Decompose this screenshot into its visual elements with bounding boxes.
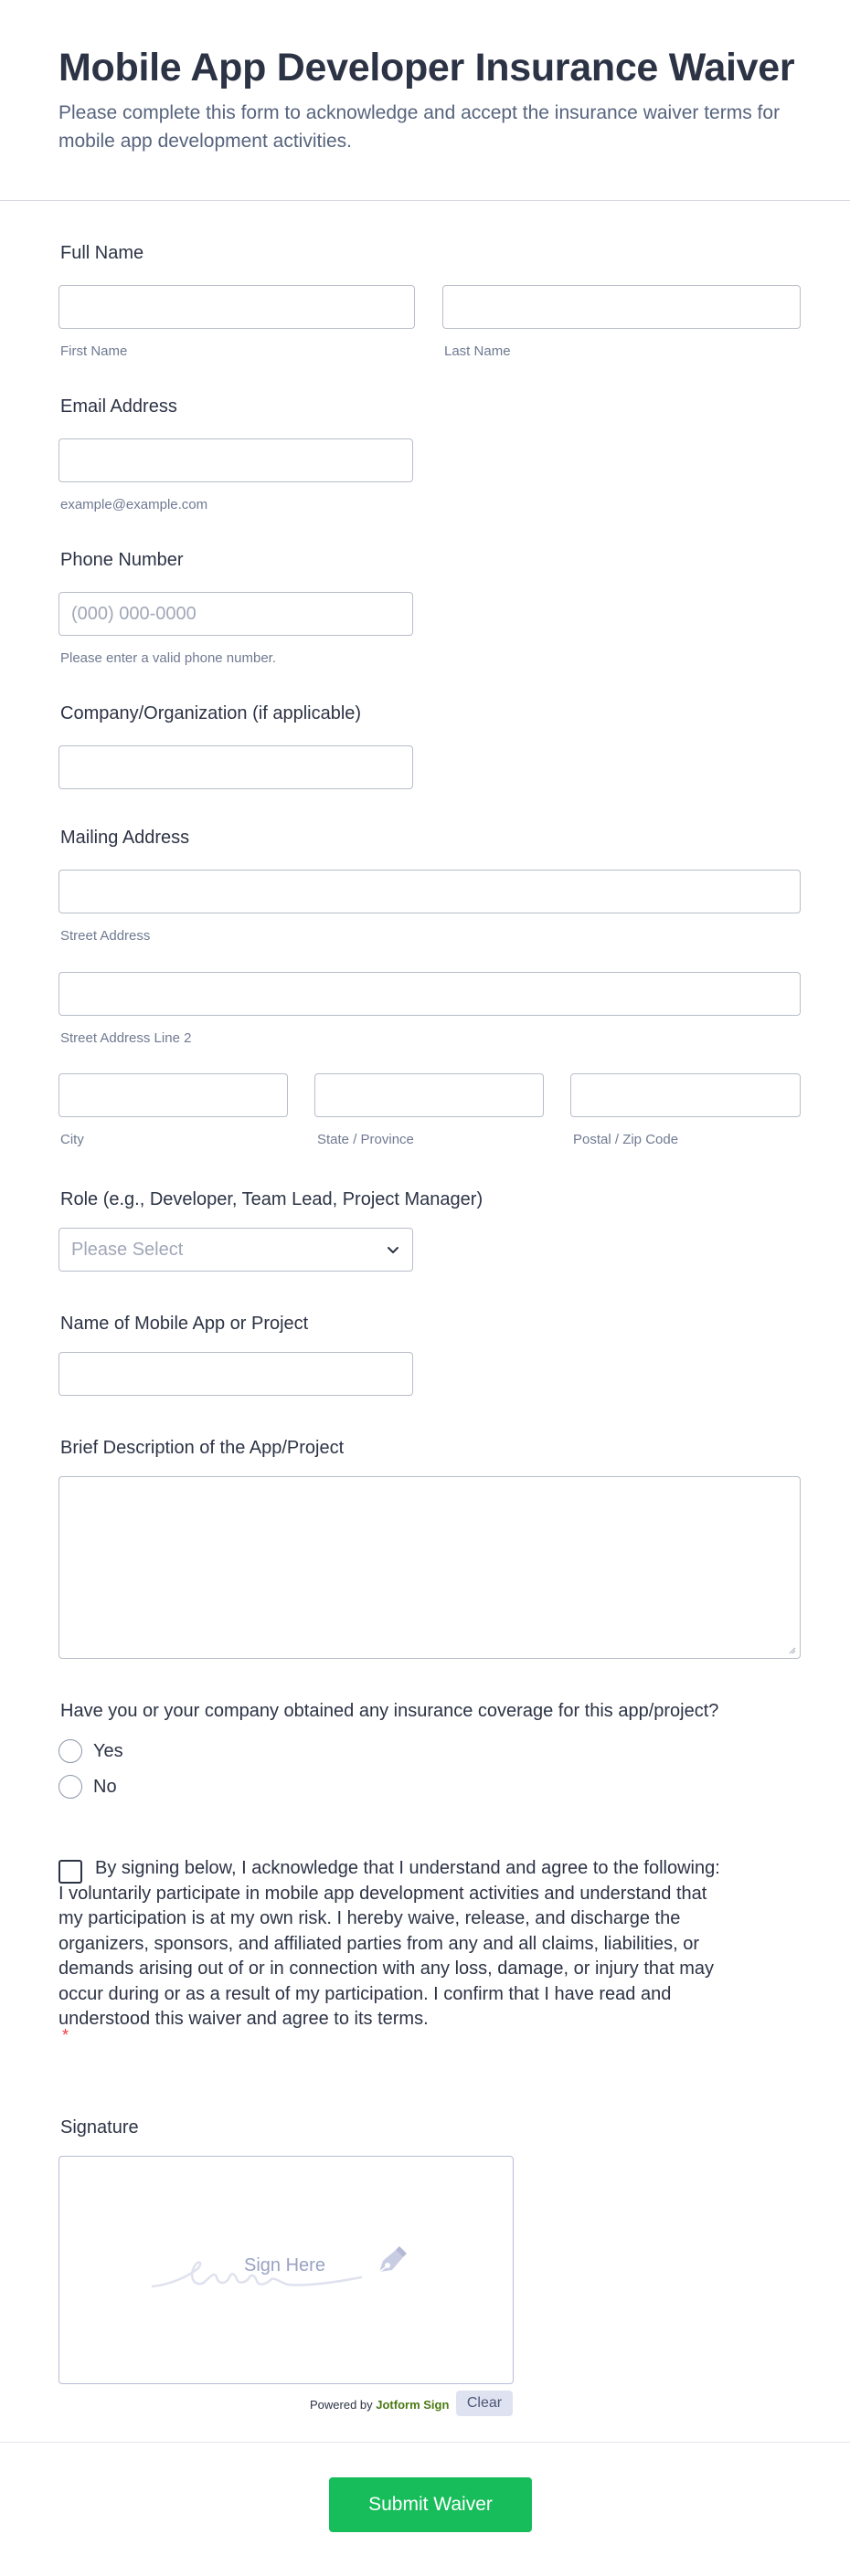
- powered-by-text: [310, 2398, 449, 2412]
- first-name-sublabel: First Name: [60, 343, 128, 359]
- radio-label-no: No: [93, 1777, 117, 1797]
- last-name-input[interactable]: [442, 285, 801, 329]
- company-label: Company/Organization (if applicable): [60, 703, 362, 723]
- zip-input[interactable]: [570, 1073, 801, 1117]
- description-textarea[interactable]: [58, 1476, 801, 1659]
- role-label: Role (e.g., Developer, Team Lead, Project Manager): [60, 1189, 483, 1209]
- required-asterisk: *: [62, 2026, 69, 2044]
- state-sublabel: State / Province: [317, 1132, 414, 1147]
- phone-input[interactable]: [58, 592, 413, 636]
- powered-by-prefix: Powered by: [310, 2398, 377, 2412]
- role-select[interactable]: [58, 1228, 413, 1272]
- app-name-label: Name of Mobile App or Project: [60, 1314, 309, 1334]
- email-label: Email Address: [60, 396, 177, 417]
- phone-placeholder: (000) 000-0000: [71, 604, 197, 624]
- company-input[interactable]: [58, 745, 413, 789]
- phone-label: Phone Number: [60, 550, 184, 570]
- agreement-block: [58, 1856, 726, 2044]
- form-footer: [0, 2442, 850, 2576]
- last-name-sublabel: Last Name: [444, 343, 511, 359]
- email-input[interactable]: [58, 438, 413, 482]
- street-address-line2-input[interactable]: [58, 972, 801, 1016]
- jotform-sign-brand[interactable]: Jotform Sign: [376, 2398, 450, 2412]
- city-input[interactable]: [58, 1073, 288, 1117]
- full-name-label: Full Name: [60, 243, 144, 263]
- page-title: Mobile App Developer Insurance Waiver: [58, 46, 795, 90]
- signature-label: Signature: [60, 2117, 139, 2138]
- app-name-input[interactable]: [58, 1352, 413, 1396]
- page-subtitle: Please complete this form to acknowledge and accept the insurance waiver terms for mobile app development activities.: [58, 102, 781, 152]
- radio-circle[interactable]: [58, 1775, 82, 1799]
- clear-signature-button[interactable]: Clear: [456, 2391, 513, 2416]
- pen-nib-icon: [372, 2241, 412, 2281]
- sign-here-placeholder: Sign Here: [244, 2255, 325, 2275]
- agreement-checkbox[interactable]: [58, 1860, 82, 1884]
- street-address-sublabel: Street Address: [60, 928, 151, 944]
- email-sublabel: example@example.com: [60, 497, 208, 512]
- insurance-question: Have you or your company obtained any insurance coverage for this app/project?: [60, 1701, 719, 1721]
- radio-label-yes: Yes: [93, 1741, 123, 1761]
- form-header: [0, 0, 850, 201]
- zip-sublabel: Postal / Zip Code: [573, 1132, 679, 1147]
- phone-sublabel: Please enter a valid phone number.: [60, 650, 276, 666]
- submit-button[interactable]: Submit Waiver: [329, 2477, 532, 2532]
- resize-grip-icon[interactable]: [787, 1645, 796, 1654]
- street-address-line2-sublabel: Street Address Line 2: [60, 1030, 192, 1046]
- city-sublabel: City: [60, 1132, 84, 1147]
- signature-pad[interactable]: [58, 2156, 514, 2384]
- agreement-text: By signing below, I acknowledge that I understand and agree to the following: I voluntarily participate in mobile app development activities and understand that my participation is at my own risk. I hereby waive, release, and discharge the organizers, sponsors, and affiliated parties from any and all claims, liabilities, or demands arising out of or in connection with any loss, damage, or injury that may occur during or as a result of my participation. I confirm that I have read and understood this waiver and agree to its terms.: [58, 1858, 720, 2029]
- street-address-input[interactable]: [58, 870, 801, 913]
- description-label: Brief Description of the App/Project: [60, 1438, 345, 1458]
- role-selected-value: Please Select: [71, 1240, 184, 1260]
- chevron-down-icon: [385, 1241, 401, 1258]
- first-name-input[interactable]: [58, 285, 415, 329]
- radio-circle[interactable]: [58, 1739, 82, 1763]
- state-input[interactable]: [314, 1073, 544, 1117]
- address-label: Mailing Address: [60, 828, 190, 848]
